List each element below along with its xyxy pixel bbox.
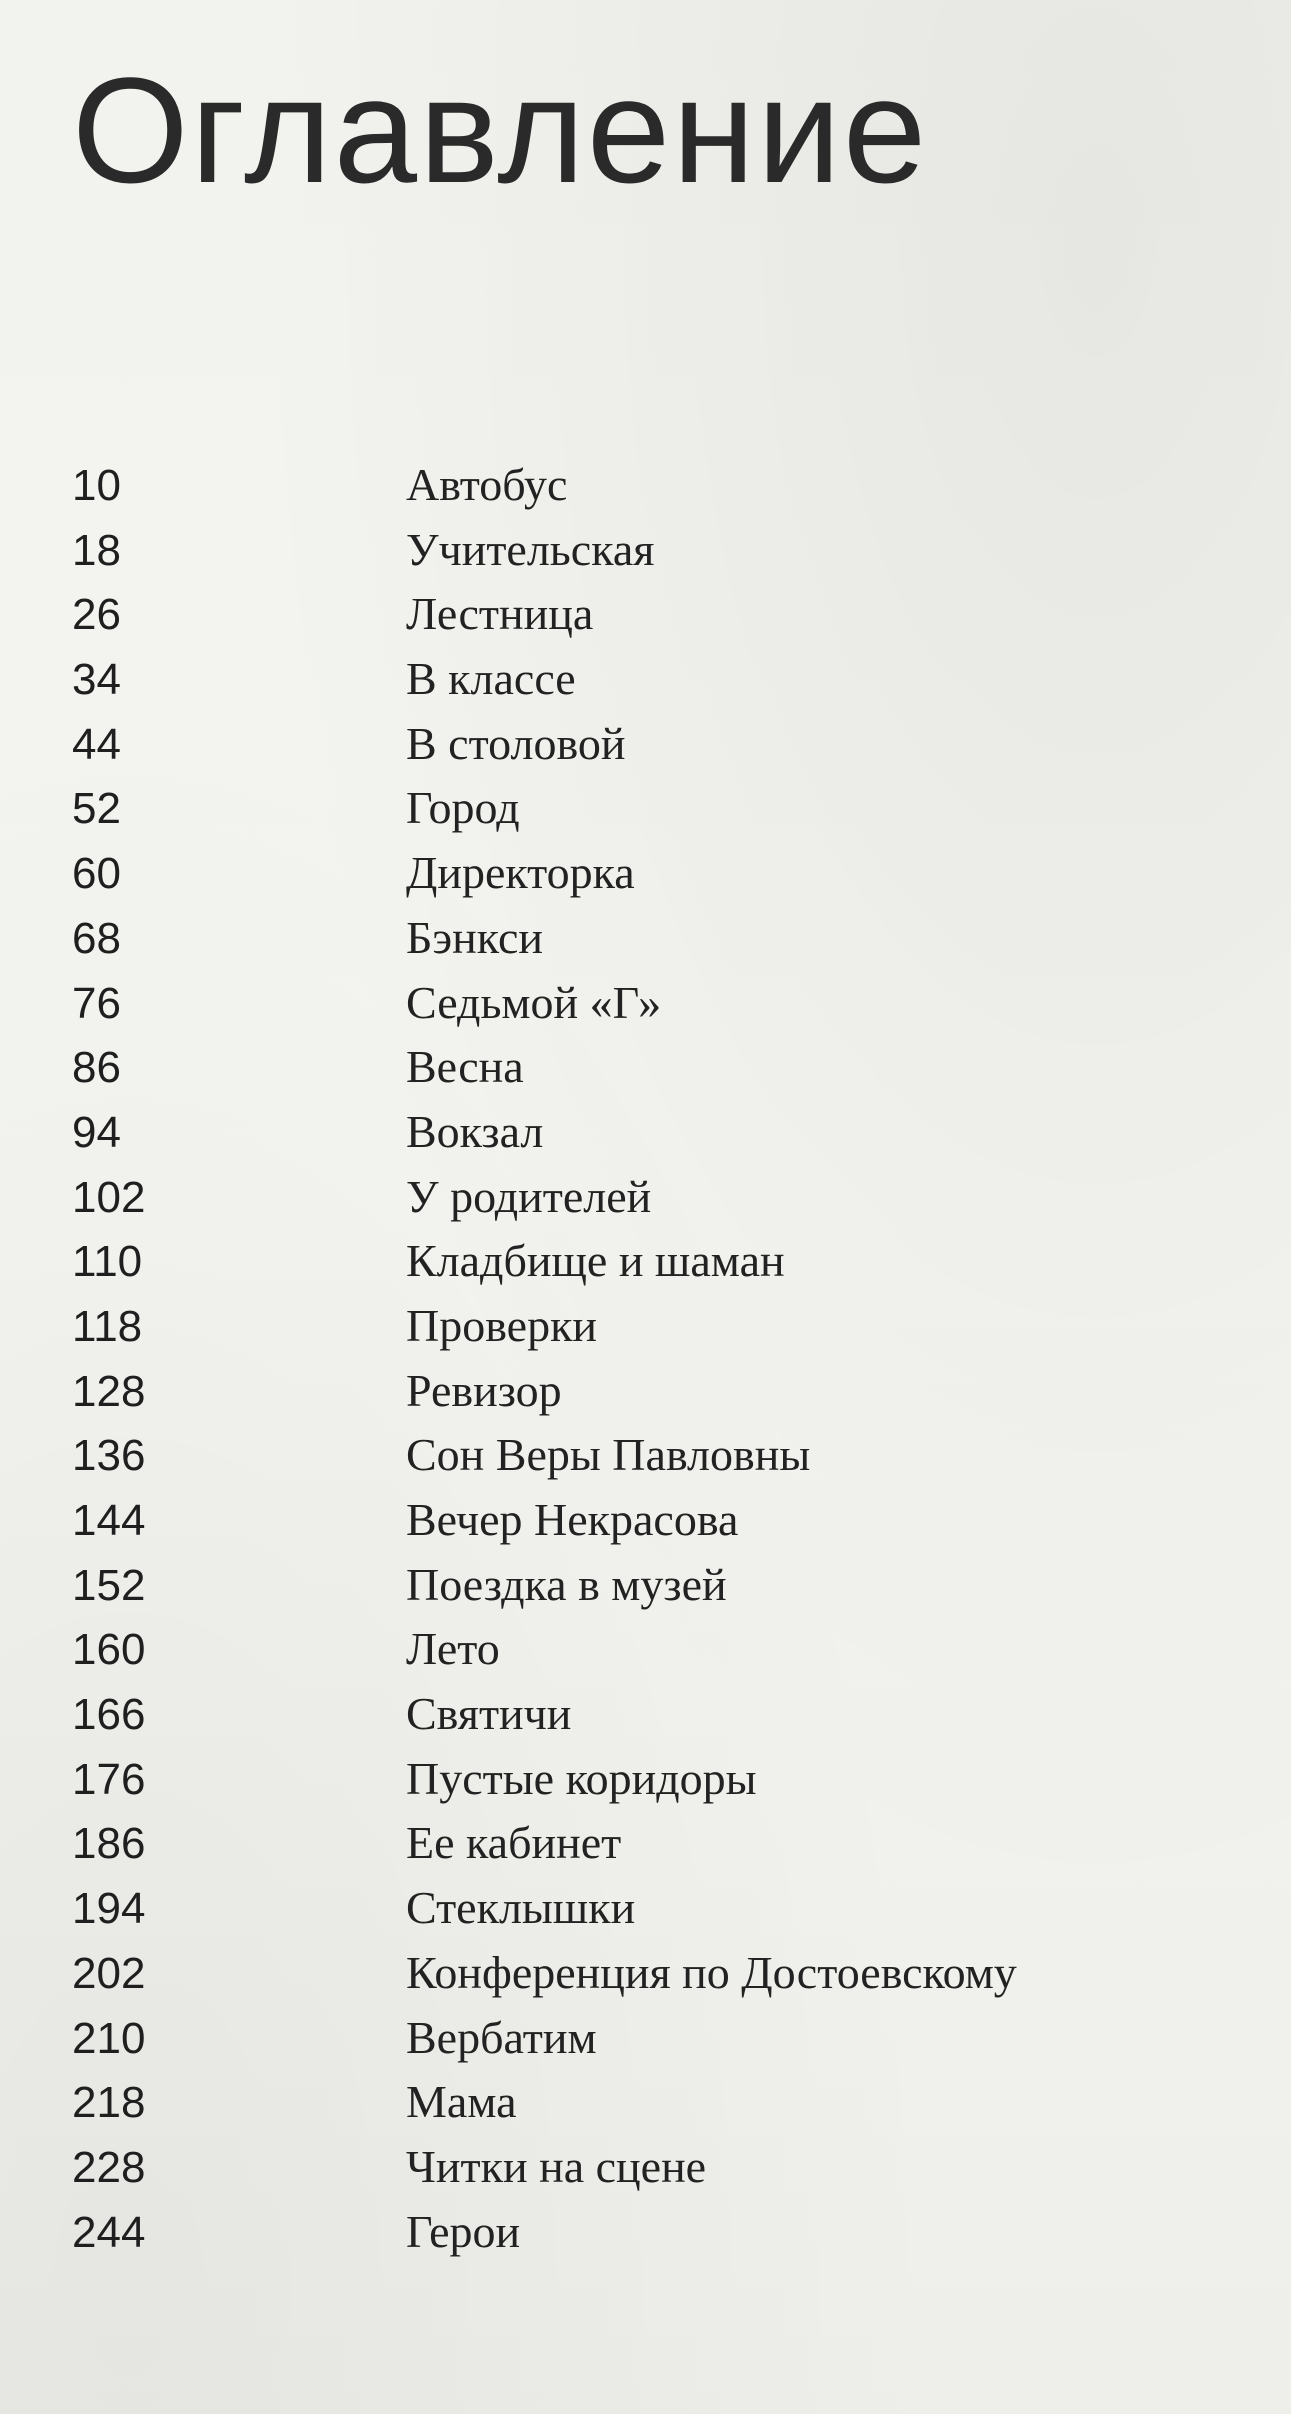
toc-page-number: 18 bbox=[72, 525, 121, 575]
toc-entry bbox=[72, 1493, 1252, 1558]
toc-chapter-title: Поездка в музей bbox=[406, 1558, 727, 1610]
toc-page-number: 44 bbox=[72, 719, 121, 769]
toc-entry bbox=[72, 2140, 1252, 2205]
toc-page-number: 52 bbox=[72, 784, 121, 834]
toc-chapter-title: Директорка bbox=[406, 847, 635, 899]
toc-entry bbox=[72, 2205, 1252, 2270]
toc-page-number: 228 bbox=[72, 2142, 146, 2192]
toc-chapter-title: Мама bbox=[406, 2076, 517, 2128]
toc-chapter-title: Конференция по Достоевскому bbox=[406, 1946, 1017, 1998]
toc-chapter-title: Ревизор bbox=[406, 1364, 562, 1416]
toc-chapter-title: В столовой bbox=[406, 717, 626, 769]
toc-page-number: 118 bbox=[72, 1301, 143, 1351]
toc-page-number: 218 bbox=[72, 2078, 146, 2128]
toc-entry bbox=[72, 458, 1252, 523]
toc-page-number: 144 bbox=[72, 1496, 146, 1545]
toc-chapter-title: Город bbox=[406, 782, 520, 834]
toc-chapter-title: Сон Веры Павловны bbox=[406, 1429, 811, 1481]
toc-chapter-title: Лестница bbox=[406, 588, 594, 640]
toc-chapter-title: Бэнкси bbox=[406, 911, 544, 963]
toc-entry bbox=[72, 1946, 1252, 2011]
toc-page-number: 186 bbox=[72, 1819, 146, 1869]
toc-page-number: 102 bbox=[72, 1172, 146, 1222]
toc-page-number: 152 bbox=[72, 1560, 146, 1610]
toc-entry bbox=[72, 717, 1252, 782]
toc-page-number: 210 bbox=[72, 2013, 146, 2063]
toc-page-number: 176 bbox=[72, 1754, 146, 1804]
toc-entry bbox=[72, 1299, 1252, 1364]
toc-entry bbox=[72, 976, 1252, 1041]
toc-chapter-title: Читки на сцене bbox=[406, 2140, 707, 2192]
toc-page-number: 128 bbox=[72, 1366, 146, 1416]
toc-chapter-title: Вербатим bbox=[406, 2011, 597, 2063]
toc-page-number: 166 bbox=[72, 1690, 146, 1740]
toc-page-number: 10 bbox=[72, 461, 121, 510]
toc-entry bbox=[72, 1105, 1252, 1170]
toc-entry bbox=[72, 1881, 1252, 1946]
toc-entry bbox=[72, 1687, 1252, 1752]
toc-entry bbox=[72, 1040, 1252, 1105]
toc-entry bbox=[72, 1558, 1252, 1623]
toc-page-number: 136 bbox=[72, 1431, 146, 1481]
toc-chapter-title: Кладбище и шаман bbox=[406, 1235, 785, 1287]
table-of-contents bbox=[72, 458, 1252, 2269]
toc-entry bbox=[72, 1622, 1252, 1687]
toc-page-number: 160 bbox=[72, 1625, 146, 1675]
toc-entry bbox=[72, 587, 1252, 652]
toc-page-number: 94 bbox=[72, 1107, 121, 1157]
toc-entry bbox=[72, 911, 1252, 976]
toc-entry bbox=[72, 2011, 1252, 2076]
toc-chapter-title: Лето bbox=[406, 1623, 500, 1675]
toc-page-number: 110 bbox=[72, 1237, 143, 1287]
toc-chapter-title: Автобус bbox=[406, 459, 568, 510]
toc-chapter-title: В классе bbox=[406, 653, 576, 705]
toc-page-number: 244 bbox=[72, 2207, 146, 2257]
page-title: Оглавление bbox=[72, 46, 929, 214]
toc-page-number: 60 bbox=[72, 849, 121, 899]
toc-page-number: 202 bbox=[72, 1948, 146, 1998]
toc-entry bbox=[72, 1752, 1252, 1817]
toc-entry bbox=[72, 1170, 1252, 1235]
toc-entry bbox=[72, 1364, 1252, 1429]
toc-page-number: 86 bbox=[72, 1043, 121, 1093]
toc-chapter-title: Вечер Некрасова bbox=[406, 1494, 739, 1545]
toc-chapter-title: Весна bbox=[406, 1041, 524, 1093]
toc-page-number: 34 bbox=[72, 655, 121, 705]
toc-chapter-title: У родителей bbox=[406, 1170, 652, 1222]
toc-entry bbox=[72, 1234, 1252, 1299]
toc-chapter-title: Ее кабинет bbox=[406, 1817, 622, 1869]
toc-page-number: 26 bbox=[72, 590, 121, 640]
toc-entry bbox=[72, 781, 1252, 846]
toc-chapter-title: Вокзал bbox=[406, 1105, 544, 1157]
toc-entry bbox=[72, 523, 1252, 588]
toc-entry bbox=[72, 846, 1252, 911]
toc-page-number: 76 bbox=[72, 978, 121, 1028]
toc-chapter-title: Учительская bbox=[406, 523, 655, 575]
toc-entry bbox=[72, 1428, 1252, 1493]
toc-entry bbox=[72, 1816, 1252, 1881]
toc-chapter-title: Герои bbox=[406, 2205, 521, 2257]
toc-chapter-title: Стеклышки bbox=[406, 1882, 636, 1934]
toc-chapter-title: Седьмой «Г» bbox=[406, 976, 662, 1028]
toc-chapter-title: Проверки bbox=[406, 1299, 598, 1351]
toc-entry bbox=[72, 652, 1252, 717]
toc-page-number: 194 bbox=[72, 1884, 146, 1934]
toc-entry bbox=[72, 2075, 1252, 2140]
toc-page-number: 68 bbox=[72, 913, 121, 963]
toc-chapter-title: Святичи bbox=[406, 1688, 572, 1740]
toc-chapter-title: Пустые коридоры bbox=[406, 1752, 757, 1804]
